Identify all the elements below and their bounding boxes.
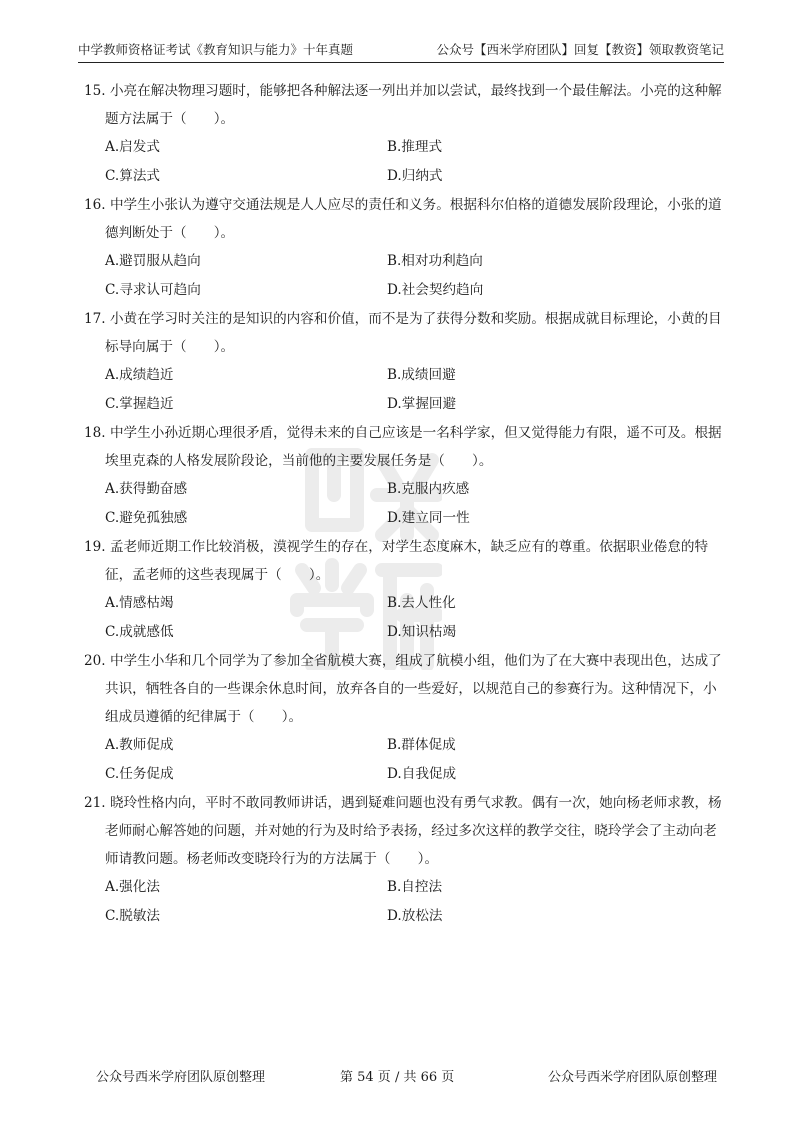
page-header <box>78 40 724 63</box>
question-item <box>84 647 724 789</box>
question-text: 18. 中学生小孙近期心理很矛盾，觉得未来的自己应该是一名科学家，但又觉得能力有限，遥不可及。根据埃里克森的人格发展阶段论，当前他的主要发展任务是（ ）。 <box>84 425 722 469</box>
option-b: B.推理式 <box>387 139 443 155</box>
question-text: 16. 中学生小张认为遵守交通法规是人人应尽的责任和义务。根据科尔伯格的道德发展阶段理论，小张的道德判断处于（ ）。 <box>84 197 722 241</box>
header-title: 中学教师资格证考试《教育知识与能力》十年真题 <box>78 42 354 57</box>
question-text: 17. 小黄在学习时关注的是知识的内容和价值，而不是为了获得分数和奖励。根据成就目标理论，小黄的目标导向属于（ ）。 <box>84 311 722 355</box>
option-b: B.克服内疚感 <box>387 481 470 497</box>
option-d: D.掌握回避 <box>387 396 457 412</box>
option-c: C.脱敏法 <box>105 908 161 924</box>
option-a: A.强化法 <box>105 879 160 895</box>
option-d: D.归纳式 <box>387 168 443 184</box>
option-c: C.避免孤独感 <box>105 510 188 526</box>
option-c: C.寻求认可趋向 <box>105 282 201 298</box>
question-text: 15. 小亮在解决物理习题时，能够把各种解法逐一列出并加以尝试，最终找到一个最佳解法。小亮的这种解题方法属于（ ）。 <box>84 83 722 127</box>
question-item <box>84 789 724 931</box>
question-item <box>84 77 724 191</box>
option-b: B.成绩回避 <box>387 367 456 383</box>
option-d: D.知识枯竭 <box>387 624 457 640</box>
footer-left: 公众号西米学府团队原创整理 <box>96 1070 266 1085</box>
header-promo: 公众号【西米学府团队】回复【教资】领取教资笔记 <box>436 42 724 57</box>
option-a: A.教师促成 <box>105 737 174 753</box>
question-text: 21. 晓玲性格内向，平时不敢同教师讲话，遇到疑难问题也没有勇气求教。偶有一次，她向杨老师求教，杨老师耐心解答她的问题，并对她的行为及时给予表扬，经过多次这样的教学交往，晓玲学会了主动向老师请教问题。杨老师改变晓玲行为的方法属于（ ）。 <box>84 795 722 867</box>
option-a: A.情感枯竭 <box>105 595 174 611</box>
option-a: A.启发式 <box>105 139 160 155</box>
question-item <box>84 419 724 533</box>
option-d: D.放松法 <box>387 908 443 924</box>
option-d: D.社会契约趋向 <box>387 282 484 298</box>
question-item <box>84 533 724 647</box>
question-text: 20. 中学生小华和几个同学为了参加全省航模大赛，组成了航模小组，他们为了在大赛中表现出色，达成了共识，牺牲各自的一些课余休息时间，放弃各自的一些爱好，以规范自己的参赛行为。这种情况下，小组成员遵循的纪律属于（ ）。 <box>84 653 722 725</box>
question-list <box>84 77 724 931</box>
option-c: C.算法式 <box>105 168 161 184</box>
option-a: A.避罚服从趋向 <box>105 253 201 269</box>
question-item <box>84 191 724 305</box>
question-item <box>84 305 724 419</box>
option-a: A.获得勤奋感 <box>105 481 188 497</box>
option-b: B.自控法 <box>387 879 443 895</box>
footer-right: 公众号西米学府团队原创整理 <box>548 1070 718 1085</box>
option-d: D.自我促成 <box>387 766 457 782</box>
option-c: C.掌握趋近 <box>105 396 174 412</box>
option-c: C.任务促成 <box>105 766 174 782</box>
option-b: B.群体促成 <box>387 737 456 753</box>
question-text: 19. 孟老师近期工作比较消极，漠视学生的存在，对学生态度麻木，缺乏应有的尊重。依据职业倦怠的特征，孟老师的这些表现属于（ ）。 <box>84 539 709 583</box>
option-b: B.相对功利趋向 <box>387 253 483 269</box>
option-d: D.建立同一性 <box>387 510 470 526</box>
option-a: A.成绩趋近 <box>105 367 174 383</box>
option-b: B.去人性化 <box>387 595 456 611</box>
page-number: 第 54 页 / 共 66 页 <box>340 1070 455 1085</box>
option-c: C.成就感低 <box>105 624 174 640</box>
